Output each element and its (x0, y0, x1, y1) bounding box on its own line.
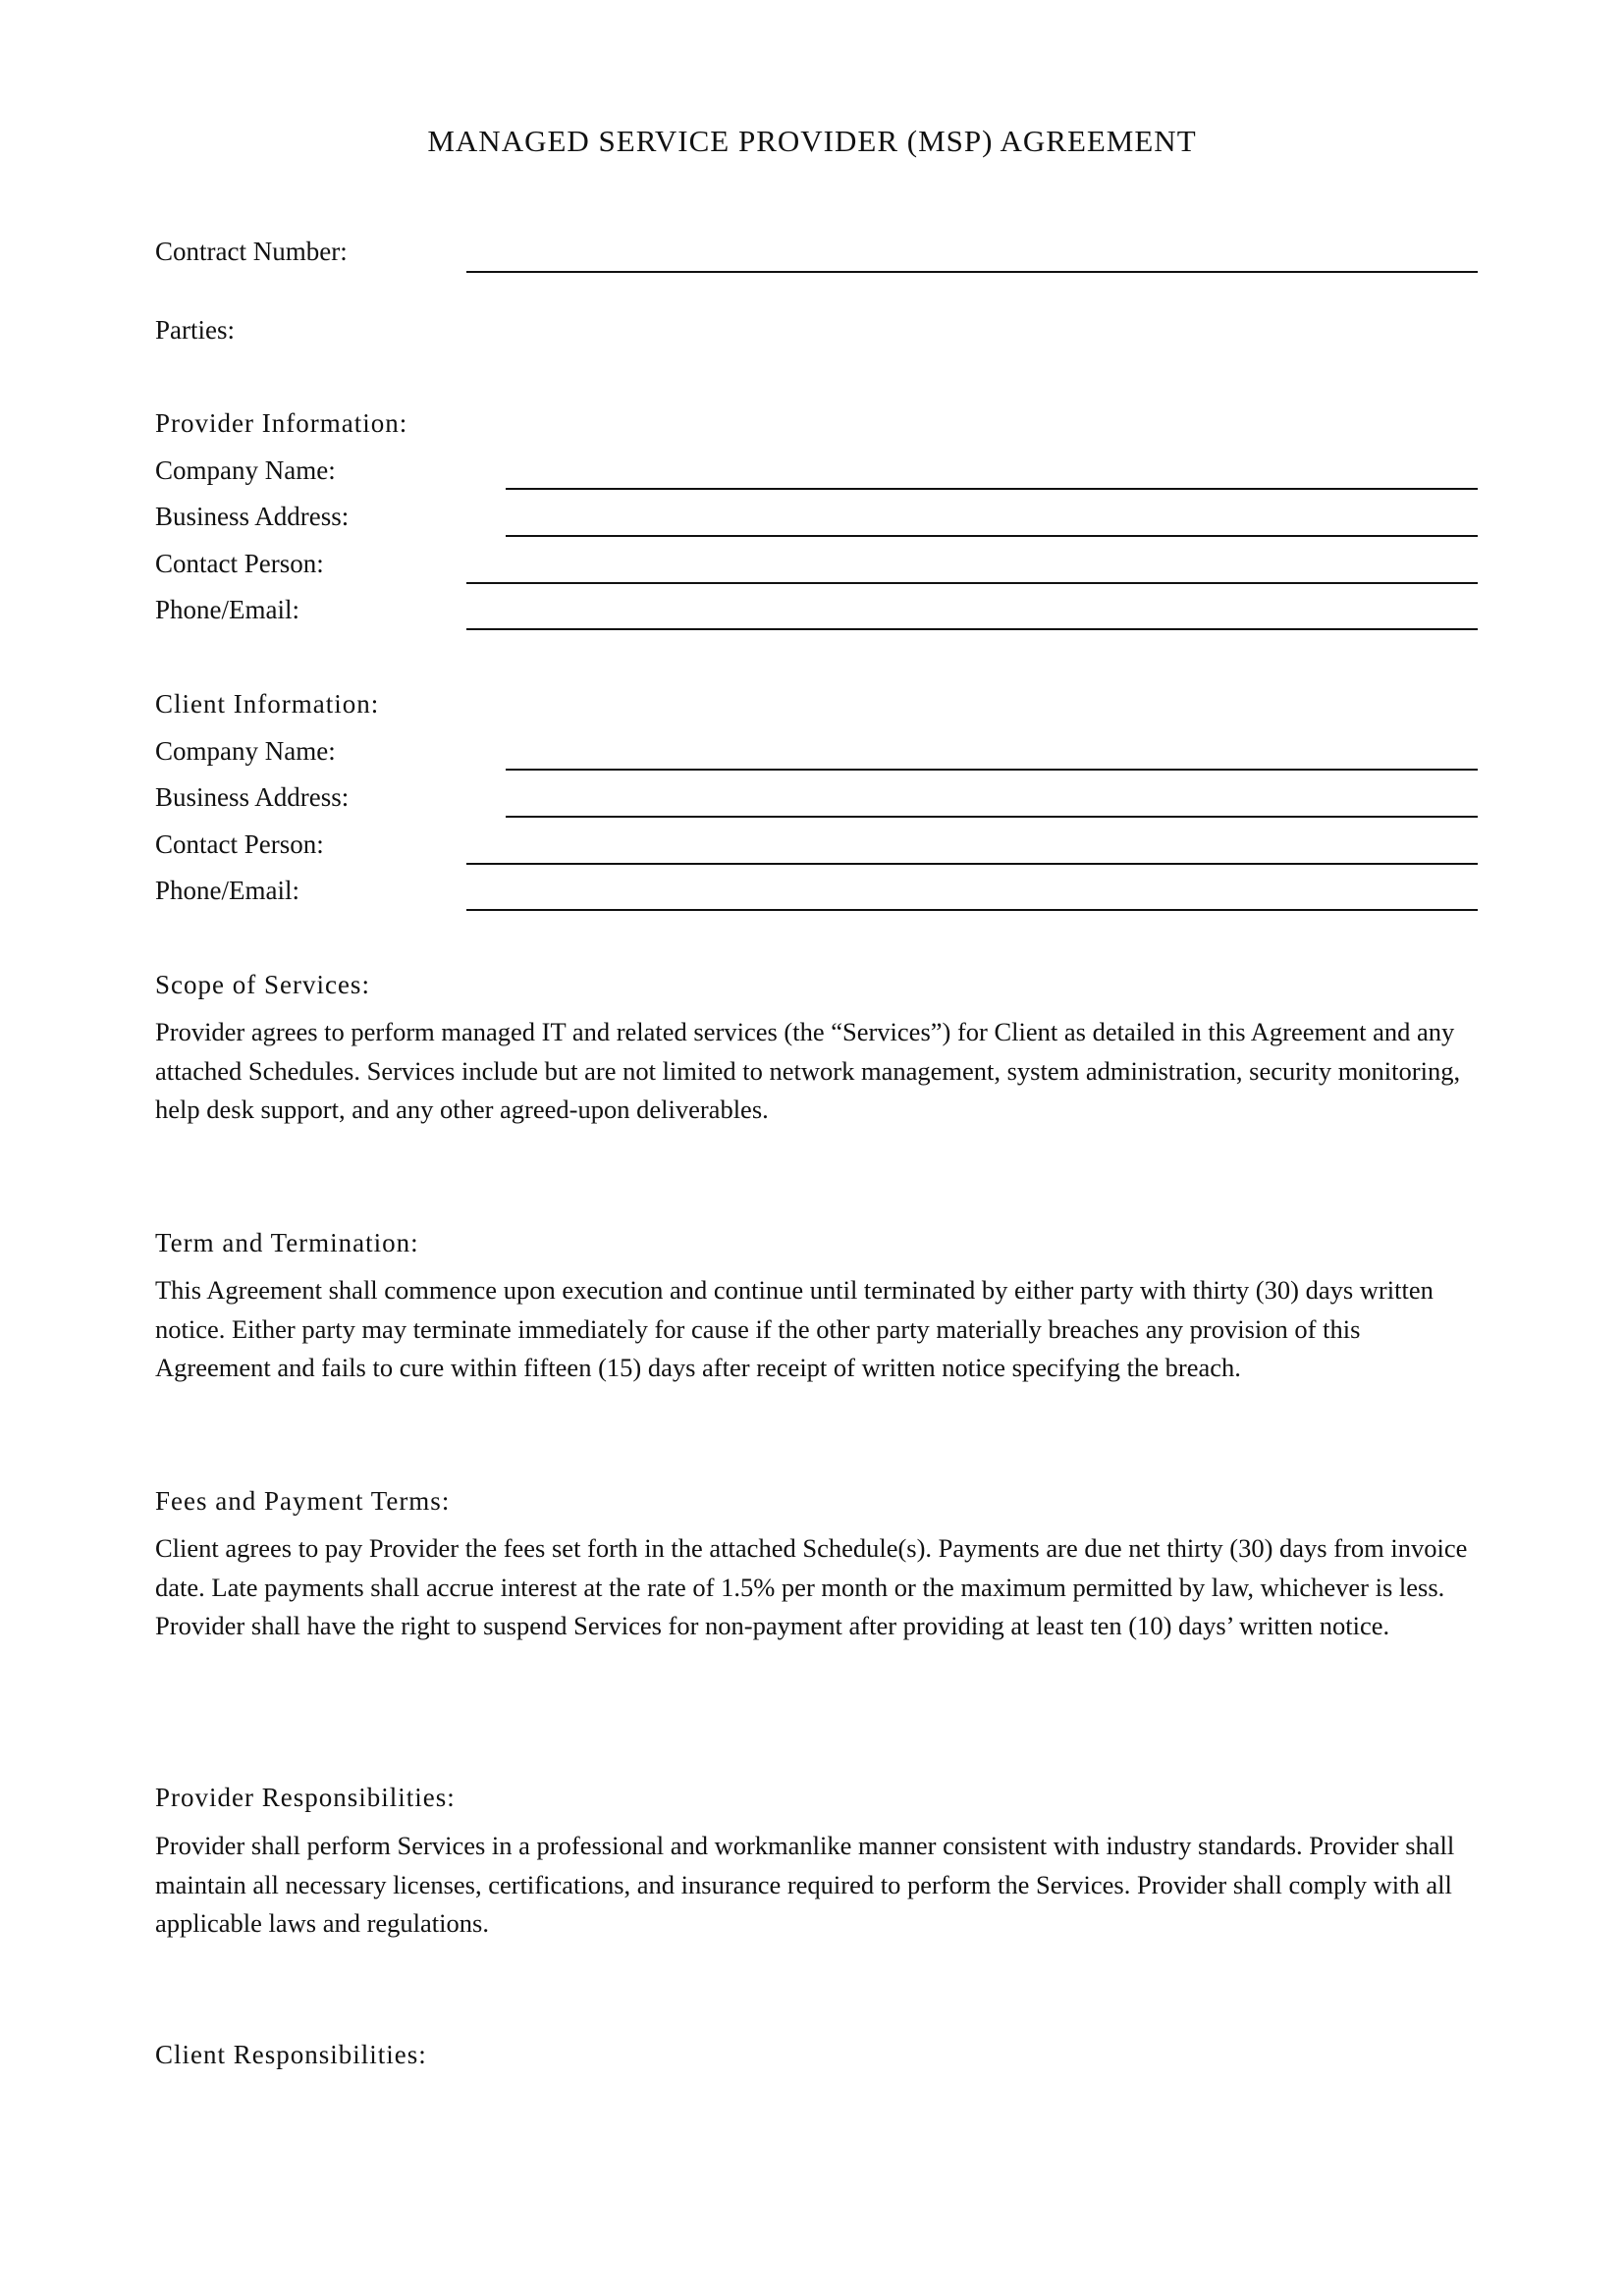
provider-company-name-field[interactable] (506, 488, 1478, 490)
contract-number-field[interactable] (466, 271, 1478, 273)
provider-responsibilities-heading: Provider Responsibilities: (155, 1783, 456, 1812)
provider-phone-email-label: Phone/Email: (155, 595, 299, 624)
provider-phone-email-field[interactable] (466, 628, 1478, 630)
client-company-name-field[interactable] (506, 769, 1478, 771)
provider-information-heading: Provider Information: (155, 408, 408, 438)
fees-and-payment-text: Client agrees to pay Provider the fees set forth in the attached Schedule(s). Payments are due net thirty (30) days from invoice date. Late payments shall accrue interest at the rate of 1.5% per month or the maximum permitted by law, whichever is less. Provider shall have the right to suspend Services for non-payment after providing at least ten (10) days’ written notice. (155, 1533, 1468, 1640)
term-and-termination-heading: Term and Termination: (155, 1228, 419, 1257)
client-business-address-field[interactable] (506, 816, 1478, 818)
term-and-termination-text: This Agreement shall commence upon execution and continue until terminated by either party with thirty (30) days written notice. Either party may terminate immediately for cause if the other party materially breaches any provision of this Agreement and fails to cure within fifteen (15) days after receipt of written notice specifying the breach. (155, 1275, 1434, 1382)
provider-contact-person-label: Contact Person: (155, 549, 324, 578)
client-responsibilities-heading: Client Responsibilities: (155, 2040, 427, 2069)
client-contact-person-field[interactable] (466, 863, 1478, 865)
client-phone-email-field[interactable] (466, 909, 1478, 911)
client-contact-person-label: Contact Person: (155, 829, 324, 859)
provider-responsibilities-text: Provider shall perform Services in a professional and workmanlike manner consistent with industry standards. Provider shall maintain all necessary licenses, certifications, and insurance required to perform the Services. Provider shall comply with all applicable laws and regulations. (155, 1831, 1455, 1938)
client-phone-email-label: Phone/Email: (155, 876, 299, 905)
client-information-heading: Client Information: (155, 689, 380, 719)
provider-contact-person-field[interactable] (466, 582, 1478, 584)
parties-label: Parties: (155, 315, 235, 345)
provider-company-name-label: Company Name: (155, 455, 336, 485)
provider-business-address-field[interactable] (506, 535, 1478, 537)
contract-number-label: Contract Number: (155, 237, 348, 266)
client-business-address-label: Business Address: (155, 782, 350, 812)
scope-of-services-heading: Scope of Services: (155, 970, 370, 999)
client-company-name-label: Company Name: (155, 736, 336, 766)
fees-and-payment-heading: Fees and Payment Terms: (155, 1486, 451, 1516)
document-title: MANAGED SERVICE PROVIDER (MSP) AGREEMENT (427, 124, 1197, 158)
provider-business-address-label: Business Address: (155, 502, 350, 531)
scope-of-services-text: Provider agrees to perform managed IT and related services (the “Services”) for Client as detailed in this Agreement and any attached Schedules. Services include but are not limited to network management, system administration, security monitoring, help desk support, and any other agreed-upon deliverables. (155, 1017, 1461, 1124)
